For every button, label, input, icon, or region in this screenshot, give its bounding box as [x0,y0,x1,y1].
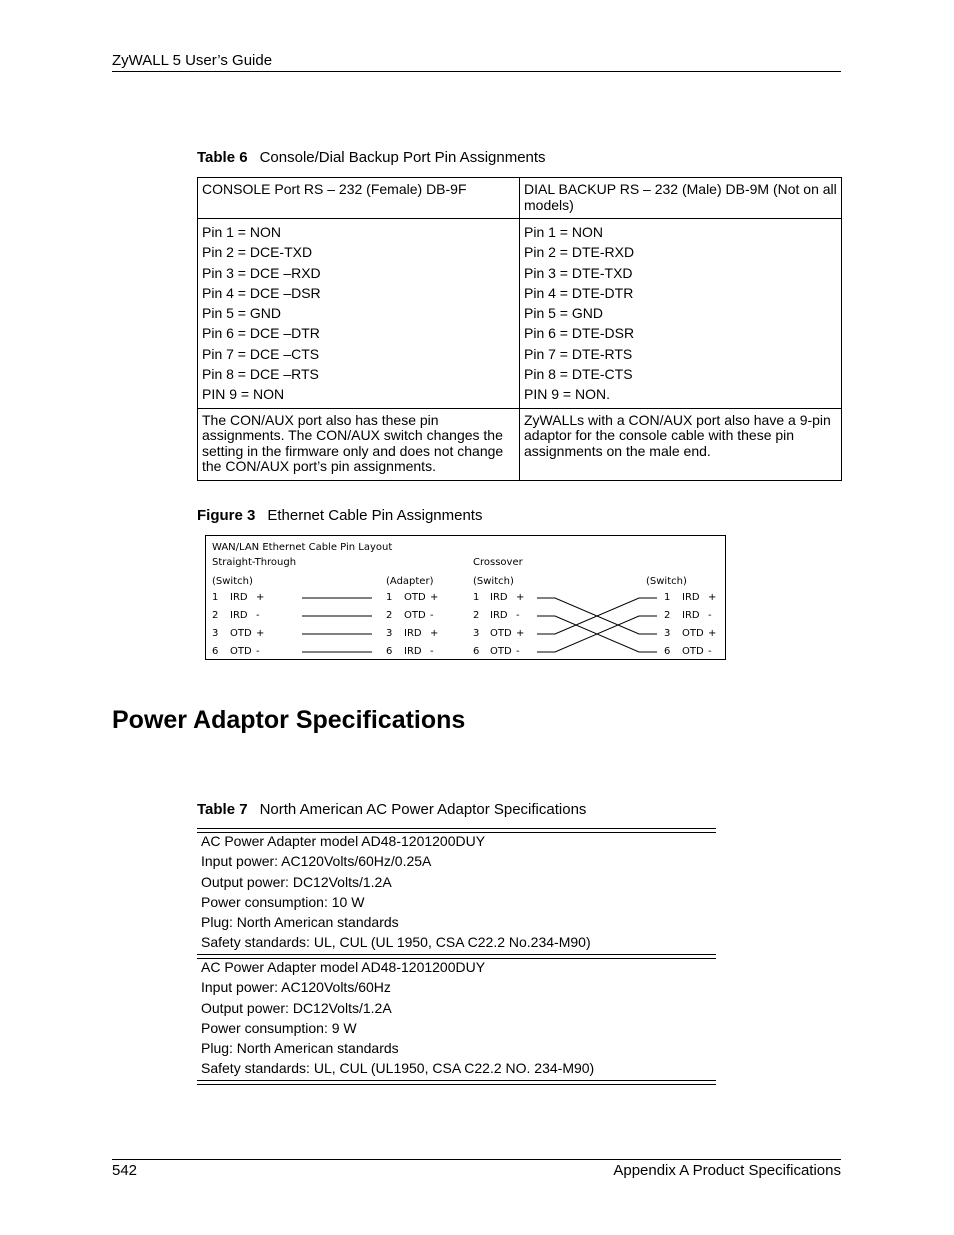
table-header-row [198,178,842,219]
cross-right-pin-label: + [708,592,717,603]
straight-through-title: Straight-Through [212,557,297,568]
table-row [198,219,842,409]
list-item: Pin 4 = DCE –DSR [202,284,321,301]
list-item: Input power: AC120Volts/60Hz [201,979,391,996]
straight-adapter-pin-label: 2 [386,610,393,621]
footer-section-title: Appendix A Product Specifications [613,1162,841,1179]
straight-adapter-pin-label: IRD [404,646,422,657]
cross-right-pin-label: 1 [664,592,671,603]
straight-adapter-header: (Adapter) [386,576,434,587]
cross-left-pin-label: 3 [473,628,480,639]
straight-switch-pin-label: 6 [212,646,219,657]
figure3-label: Figure 3 [197,507,256,524]
pin-assignment-table [197,177,842,481]
list-item: Plug: North American standards [201,914,399,931]
list-item: Input power: AC120Volts/60Hz/0.25A [201,853,432,870]
straight-adapter-pin-label: - [430,610,434,621]
list-item: Pin 3 = DTE-TXD [524,264,633,281]
list-item: Pin 4 = DTE-DTR [524,284,634,301]
cross-right-pin-label: - [708,610,712,621]
list-item: Pin 8 = DCE –RTS [202,366,319,383]
straight-adapter-pin-label: - [430,646,434,657]
list-item: Power consumption: 9 W [201,1019,357,1036]
cross-right-pin-label: + [708,628,717,639]
list-item: Output power: DC12Volts/1.2A [201,873,392,890]
cross-right-pin-label: IRD [682,610,700,621]
list-item: Safety standards: UL, CUL (UL1950, CSA C22.2 NO. 234-M90) [201,1060,595,1077]
figure3-caption [197,507,482,524]
straight-adapter-pin-label: IRD [404,628,422,639]
straight-adapter-pin-label: 3 [386,628,393,639]
dial-backup-pin-list [520,219,842,409]
cross-right-pin-label: IRD [682,592,700,603]
straight-switch-pin-label: OTD [230,646,252,657]
cross-right-pin-label: OTD [682,628,704,639]
list-item: AC Power Adapter model AD48-1201200DUY [201,833,486,849]
header-rule [112,71,841,72]
cross-right-pin-label: 6 [664,646,671,657]
footer-rule [112,1159,841,1160]
table6-caption [197,149,546,166]
list-item: Pin 7 = DCE –CTS [202,345,320,362]
cross-left-pin-label: - [516,610,520,621]
list-item: Pin 2 = DTE-RXD [524,244,635,261]
straight-switch-pin-label: + [256,592,265,603]
cross-left-pin-label: OTD [490,646,512,657]
page-number: 542 [112,1162,138,1179]
crossover-title: Crossover [473,557,523,568]
console-note: The CON/AUX port also has these pin assignments. The CON/AUX switch changes the setting in the firmware only and does not change the CON/AUX port’s pin assignments. [198,408,520,480]
straight-adapter-pin-label: OTD [404,592,426,603]
cross-right-pin-label: OTD [682,646,704,657]
figure3-caption-text: Ethernet Cable Pin Assignments [267,507,483,524]
list-item: Safety standards: UL, CUL (UL 1950, CSA C22.2 No.234-M90) [201,934,591,951]
cross-right-pin-label: - [708,646,712,657]
straight-switch-header: (Switch) [212,576,253,587]
straight-adapter-pin-label: 1 [386,592,393,603]
diagram-title: WAN/LAN Ethernet Cable Pin Layout [212,542,393,553]
cross-left-pin-label: 1 [473,592,480,603]
cross-left-switch-header: (Switch) [473,576,514,587]
straight-adapter-pin-label: OTD [404,610,426,621]
table6-label: Table 6 [197,149,248,166]
straight-switch-pin-label: 2 [212,610,219,621]
section-heading: Power Adaptor Specifications [112,706,466,734]
list-item: PIN 9 = NON [202,386,285,403]
running-header: ZyWALL 5 User’s Guide [112,52,273,69]
straight-switch-pin-label: 1 [212,592,219,603]
list-item: AC Power Adapter model AD48-1201200DUY [201,959,486,975]
straight-adapter-pin-label: + [430,592,439,603]
straight-switch-pin-label: + [256,628,265,639]
cross-right-pin-label: 2 [664,610,671,621]
spec-block-2 [197,957,716,1079]
console-port-header: CONSOLE Port RS – 232 (Female) DB-9F [198,178,520,219]
cross-left-pin-label: OTD [490,628,512,639]
table-row [198,408,842,480]
list-item: Pin 8 = DTE-CTS [524,366,633,383]
straight-switch-pin-label: - [256,646,260,657]
cross-right-switch-header: (Switch) [646,576,687,587]
table6-caption-text: Console/Dial Backup Port Pin Assignments [259,149,546,166]
straight-adapter-pin-label: 6 [386,646,393,657]
dial-backup-note: ZyWALLs with a CON/AUX port also have a 9-pin adaptor for the console cable with these pin assignments on the male end. [520,408,842,480]
list-item: PIN 9 = NON. [524,386,610,403]
list-item: Pin 1 = NON [202,224,281,240]
list-item: Pin 3 = DCE –RXD [202,264,321,281]
list-item: Plug: North American standards [201,1040,399,1057]
straight-switch-pin-label: IRD [230,610,248,621]
cross-left-pin-label: + [516,592,525,603]
ethernet-pin-diagram [205,535,726,660]
pin-layout-svg [206,536,725,659]
straight-switch-pin-label: IRD [230,592,248,603]
cross-left-pin-label: + [516,628,525,639]
table7-bottom-rule [197,1080,716,1085]
list-item: Pin 6 = DCE –DTR [202,325,320,342]
cross-left-pin-label: 6 [473,646,480,657]
list-item: Pin 5 = GND [202,305,281,322]
straight-switch-pin-label: 3 [212,628,219,639]
list-item: Power consumption: 10 W [201,893,365,910]
list-item: Pin 7 = DTE-RTS [524,345,633,362]
straight-adapter-pin-label: + [430,628,439,639]
cross-left-pin-label: 2 [473,610,480,621]
list-item: Pin 6 = DTE-DSR [524,325,635,342]
spec-block-1 [197,831,716,953]
list-item: Output power: DC12Volts/1.2A [201,999,392,1016]
straight-switch-pin-label: - [256,610,260,621]
cross-right-pin-label: 3 [664,628,671,639]
list-item: Pin 5 = GND [524,305,603,322]
cross-left-pin-label: IRD [490,592,508,603]
table7-caption [197,801,586,818]
dial-backup-header: DIAL BACKUP RS – 232 (Male) DB-9M (Not on all models) [520,178,842,219]
straight-switch-pin-label: OTD [230,628,252,639]
console-pin-list [198,219,520,409]
list-item: Pin 2 = DCE-TXD [202,244,313,261]
cross-left-pin-label: - [516,646,520,657]
table7-caption-text: North American AC Power Adaptor Specifications [259,801,587,818]
cross-left-pin-label: IRD [490,610,508,621]
list-item: Pin 1 = NON [524,224,603,240]
table7-label: Table 7 [197,801,248,818]
